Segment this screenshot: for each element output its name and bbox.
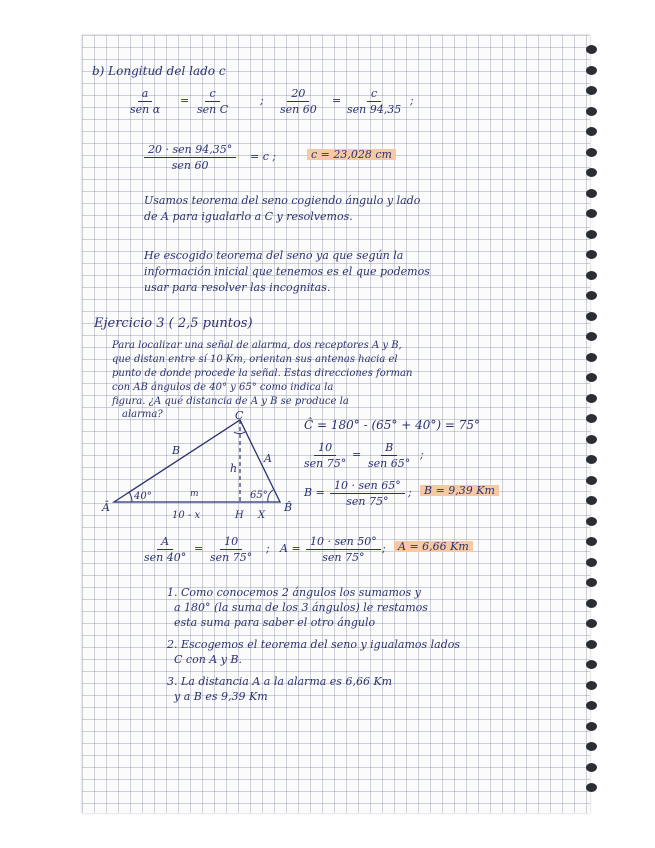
binding-ring — [586, 291, 597, 300]
fraction-b-value: 10 · sen 65° sen 75° — [330, 479, 405, 508]
foot-h-label: H — [235, 510, 244, 521]
binding-ring — [586, 496, 597, 505]
binding-ring — [586, 148, 597, 157]
binding-ring — [586, 189, 597, 198]
binding-ring — [586, 209, 597, 218]
triangle-figure — [92, 410, 302, 525]
fraction-c-value: 20 · sen 94,35° sen 60 — [144, 143, 236, 172]
separator: ; — [410, 94, 414, 107]
segment-right-label: X — [258, 510, 266, 521]
binding-ring — [586, 66, 597, 75]
statement-line6: alarma? — [122, 409, 163, 420]
fraction-a-over-sen-alpha: a sen α — [130, 87, 161, 116]
binding-ring — [586, 312, 597, 321]
step2-line2: C con A y B. — [174, 653, 243, 666]
binding-ring — [586, 230, 597, 239]
binding-ring — [586, 250, 597, 259]
binding-ring — [586, 640, 597, 649]
binding-ring — [586, 332, 597, 341]
binding-ring — [586, 619, 597, 628]
step1-line3: esta suma para saber el otro ángulo — [174, 616, 376, 629]
binding-ring — [586, 763, 597, 772]
binding-ring — [586, 517, 597, 526]
statement-line5: figura. ¿A qué distancia de A y B se produce la — [112, 396, 349, 407]
statement-line3: punto de donde procede la señal. Estas direcciones forman — [112, 368, 413, 379]
step1-line2: a 180° (la suma de los 3 ángulos) le restamos — [174, 601, 428, 614]
separator: ; — [408, 486, 412, 499]
binding-ring — [586, 558, 597, 567]
note1-line1: Usamos teorema del seno cogiendo ángulo y lado — [144, 194, 421, 207]
binding-ring — [586, 435, 597, 444]
vertex-c-label: C — [235, 410, 244, 422]
notebook-page — [82, 35, 590, 813]
binding-ring — [586, 455, 597, 464]
fraction-10-over-sen75-a: 10 sen 75° — [210, 535, 253, 564]
binding-ring — [586, 394, 597, 403]
binding-ring — [586, 537, 597, 546]
equals-sign: = — [194, 542, 204, 555]
binding-ring — [586, 414, 597, 423]
binding-ring — [586, 271, 597, 280]
angle-a-label: 40° — [134, 491, 152, 502]
angle-b-label: 65° — [250, 490, 268, 501]
angle-a-arc — [129, 492, 132, 502]
step1-line1: 1. Como conocemos 2 ángulos los sumamos y — [167, 586, 421, 599]
result-b-highlight: B = 9,39 Km — [420, 485, 499, 496]
segment-left-label: 10 - x — [172, 510, 201, 521]
binding-ring — [586, 722, 597, 731]
binding-ring — [586, 701, 597, 710]
note2-line3: usar para resolver las incognitas. — [144, 281, 331, 294]
step3-line2: y a B es 9,39 Km — [174, 690, 268, 703]
a-equals-prefix: A = — [280, 542, 301, 555]
statement-line1: Para localizar una señal de alarma, dos receptores A y B, — [112, 340, 402, 351]
fraction-c-over-sen-c: c sen C — [197, 87, 229, 116]
binding-ring — [586, 373, 597, 382]
note2-line2: información inicial que tenemos es el que podemos — [144, 265, 430, 278]
b-equals-prefix: B = — [304, 486, 325, 499]
fraction-c-over-sen9435: c sen 94,35 — [347, 87, 402, 116]
note1-line2: de A para igualarlo a C y resolvemos. — [144, 210, 353, 223]
separator: ; — [266, 542, 270, 555]
height-label: h — [230, 462, 238, 475]
binding-ring — [586, 660, 597, 669]
binding-ring — [586, 742, 597, 751]
angle-b-arc — [268, 490, 273, 502]
fraction-a-value: 10 · sen 50° sen 75° — [306, 535, 381, 564]
statement-line2: que distan entre sí 10 Km, orientan sus antenas hacia el — [112, 354, 398, 365]
separator: ; — [260, 94, 264, 107]
side-b-label: B — [172, 444, 181, 457]
fraction-a-over-sen40: A sen 40° — [144, 535, 187, 564]
binding-ring — [586, 353, 597, 362]
fraction-10-over-sen75: 10 sen 75° — [304, 441, 347, 470]
section-b-heading: b) Longitud del lado c — [92, 64, 226, 78]
equals-sign: = — [332, 94, 342, 107]
result-a-highlight: A = 6,66 Km — [394, 541, 473, 552]
equals-sign: = — [352, 448, 362, 461]
binding-ring — [586, 168, 597, 177]
angle-c-calculation: Ĉ = 180° - (65° + 40°) = 75° — [304, 418, 480, 432]
step3-line1: 3. La distancia A a la alarma es 6,66 Km — [167, 675, 393, 688]
binding-ring — [586, 107, 597, 116]
vertex-a-label: Â — [102, 501, 110, 514]
angle-c-arc — [234, 432, 245, 434]
binding-ring — [586, 681, 597, 690]
equals-sign: = — [180, 94, 190, 107]
fraction-20-over-sen60: 20 sen 60 — [280, 87, 317, 116]
binding-ring — [586, 45, 597, 54]
note2-line1: He escogido teorema del seno ya que según la — [144, 249, 404, 262]
m-label: m — [190, 489, 199, 499]
binding-ring — [586, 86, 597, 95]
binding-ring — [586, 578, 597, 587]
binding-ring — [586, 599, 597, 608]
step2-line1: 2. Escogemos el teorema del seno y igualamos lados — [167, 638, 461, 651]
separator: ; — [420, 448, 424, 461]
binding-ring — [586, 127, 597, 136]
side-a-label: A — [264, 452, 272, 465]
separator: ; — [382, 542, 386, 555]
binding-ring — [586, 783, 597, 792]
fraction-b-over-sen65: B sen 65° — [368, 441, 411, 470]
exercise3-title: Ejercicio 3 ( 2,5 puntos) — [94, 316, 253, 331]
vertex-b-label: B̂ — [284, 501, 293, 514]
binding-ring — [586, 476, 597, 485]
statement-line4: con AB ángulos de 40° y 65° como indica la — [112, 382, 334, 393]
equation-rest: = c ; — [250, 150, 277, 163]
result-c-highlight: c = 23,028 cm — [307, 149, 396, 160]
